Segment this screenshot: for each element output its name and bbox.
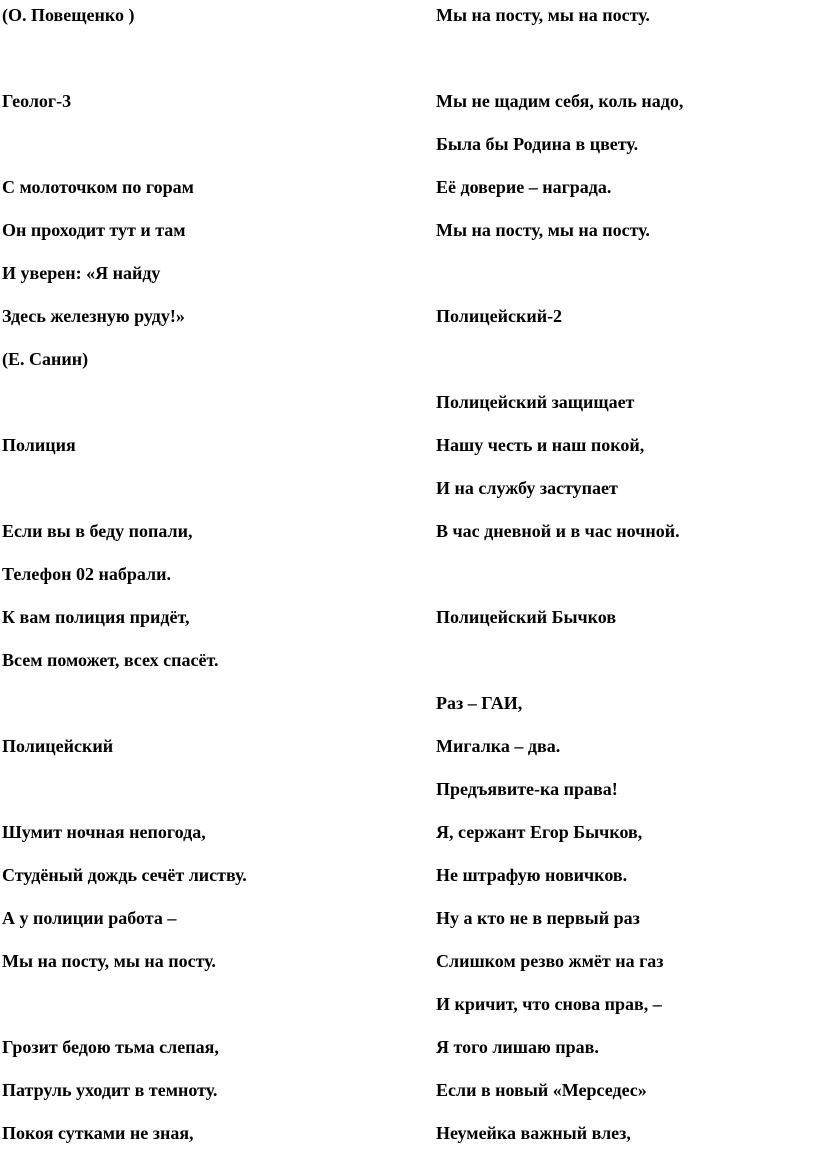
text-line: Шумит ночная непогода, bbox=[2, 822, 206, 842]
text-line: А у полиции работа – bbox=[2, 908, 177, 928]
text-line: Грозит бедою тьма слепая, bbox=[2, 1037, 219, 1057]
text-line: Мы на посту, мы на посту. bbox=[2, 951, 216, 971]
text-line: Нашу честь и наш покой, bbox=[436, 435, 645, 455]
text-line: Телефон 02 набрали. bbox=[2, 564, 171, 584]
text-line: Её доверие – награда. bbox=[436, 177, 612, 197]
text-line: И уверен: «Я найду bbox=[2, 263, 161, 283]
text-line: Всем поможет, всех спасёт. bbox=[2, 650, 219, 670]
text-line: Если вы в беду попали, bbox=[2, 521, 193, 541]
text-line: Раз – ГАИ, bbox=[436, 693, 523, 713]
text-line: К вам полиция придёт, bbox=[2, 607, 190, 627]
text-line: (О. Повещенко ) bbox=[2, 5, 135, 25]
text-line: Патруль уходит в темноту. bbox=[2, 1080, 218, 1100]
text-line: С молоточком по горам bbox=[2, 177, 194, 197]
text-line: Мы не щадим себя, коль надо, bbox=[436, 91, 684, 111]
text-line: И кричит, что снова прав, – bbox=[436, 994, 662, 1014]
text-line: Неумейка важный влез, bbox=[436, 1123, 631, 1143]
text-line: Мы на посту, мы на посту. bbox=[436, 5, 650, 25]
text-line: Покоя сутками не зная, bbox=[2, 1123, 194, 1143]
text-line: Была бы Родина в цвету. bbox=[436, 134, 639, 154]
text-line: (Е. Санин) bbox=[2, 349, 89, 369]
text-line: Предъявите-ка права! bbox=[436, 779, 618, 799]
text-line: Геолог-3 bbox=[2, 91, 72, 111]
text-line: Мы на посту, мы на посту. bbox=[436, 220, 650, 240]
text-line: Студёный дождь сечёт листву. bbox=[2, 865, 247, 885]
text-line: И на службу заступает bbox=[436, 478, 618, 498]
text-line: Слишком резво жмёт на газ bbox=[436, 951, 664, 971]
text-line: Если в новый «Мерседес» bbox=[436, 1080, 647, 1100]
text-line: Здесь железную руду!» bbox=[2, 306, 185, 326]
text-line: Не штрафую новичков. bbox=[436, 865, 628, 885]
text-line: Полицейский bbox=[2, 736, 114, 756]
text-line: Я того лишаю прав. bbox=[436, 1037, 599, 1057]
text-line: Полиция bbox=[2, 435, 76, 455]
text-line: Мигалка – два. bbox=[436, 736, 561, 756]
text-line: Я, сержант Егор Бычков, bbox=[436, 822, 643, 842]
text-line: Полицейский защищает bbox=[436, 392, 635, 412]
text-line: Он проходит тут и там bbox=[2, 220, 186, 240]
text-line: Полицейский-2 bbox=[436, 306, 563, 326]
text-line: Полицейский Бычков bbox=[436, 607, 617, 627]
text-line: В час дневной и в час ночной. bbox=[436, 521, 680, 541]
text-line: Ну а кто не в первый раз bbox=[436, 908, 640, 928]
